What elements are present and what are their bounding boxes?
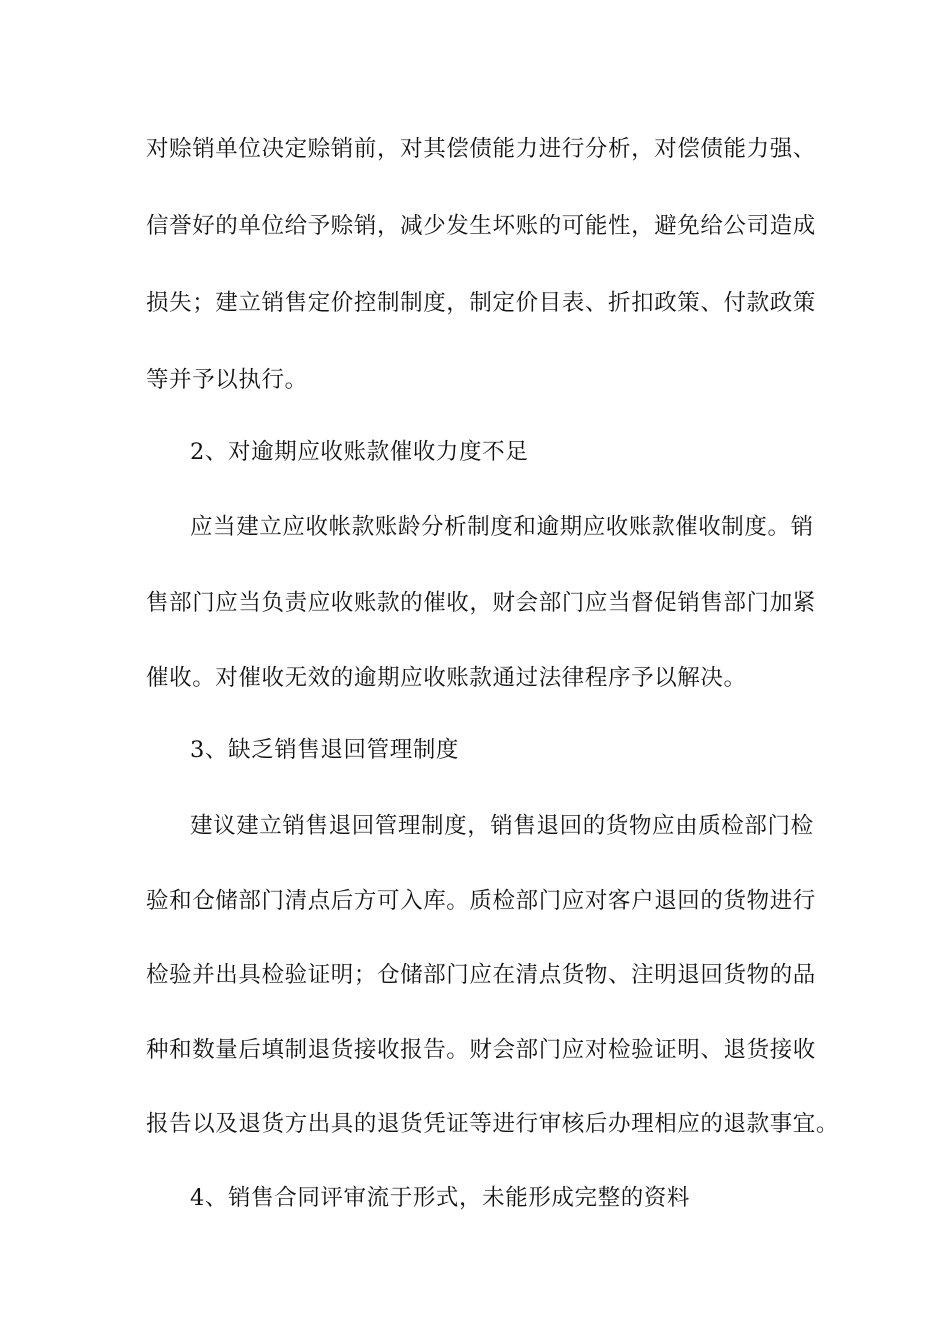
section-heading: 2、对逾期应收账款催收力度不足 (190, 439, 529, 465)
paragraph-line: 应当建立应收帐款账龄分析制度和逾期应收账款催收制度。销 (190, 514, 814, 540)
section-heading: 3、缺乏销售退回管理制度 (190, 737, 460, 763)
paragraph-line: 催收。对催收无效的逾期应收账款通过法律程序予以解决。 (146, 665, 747, 691)
paragraph-line: 验和仓储部门清点后方可入库。质检部门应对客户退回的货物进行 (146, 888, 816, 914)
paragraph-line: 报告以及退货方出具的退货凭证等进行审核后办理相应的退款事宜。 (146, 1111, 840, 1137)
paragraph-line: 建议建立销售退回管理制度，销售退回的货物应由质检部门检 (190, 813, 814, 839)
paragraph-line: 等并予以执行。 (146, 367, 308, 393)
paragraph-line: 种和数量后填制退货接收报告。财会部门应对检验证明、退货接收 (146, 1037, 816, 1063)
paragraph-line: 损失；建立销售定价控制制度，制定价目表、折扣政策、付款政策 (146, 290, 816, 316)
paragraph-line: 售部门应当负责应收账款的催收，财会部门应当督促销售部门加紧 (146, 590, 816, 616)
paragraph-line: 检验并出具检验证明；仓储部门应在清点货物、注明退回货物的品 (146, 962, 816, 988)
paragraph-line: 信誉好的单位给予赊销，减少发生坏账的可能性，避免给公司造成 (146, 213, 816, 239)
section-heading: 4、销售合同评审流于形式，未能形成完整的资料 (190, 1185, 691, 1211)
paragraph-line: 对赊销单位决定赊销前，对其偿债能力进行分析，对偿债能力强、 (146, 136, 816, 162)
